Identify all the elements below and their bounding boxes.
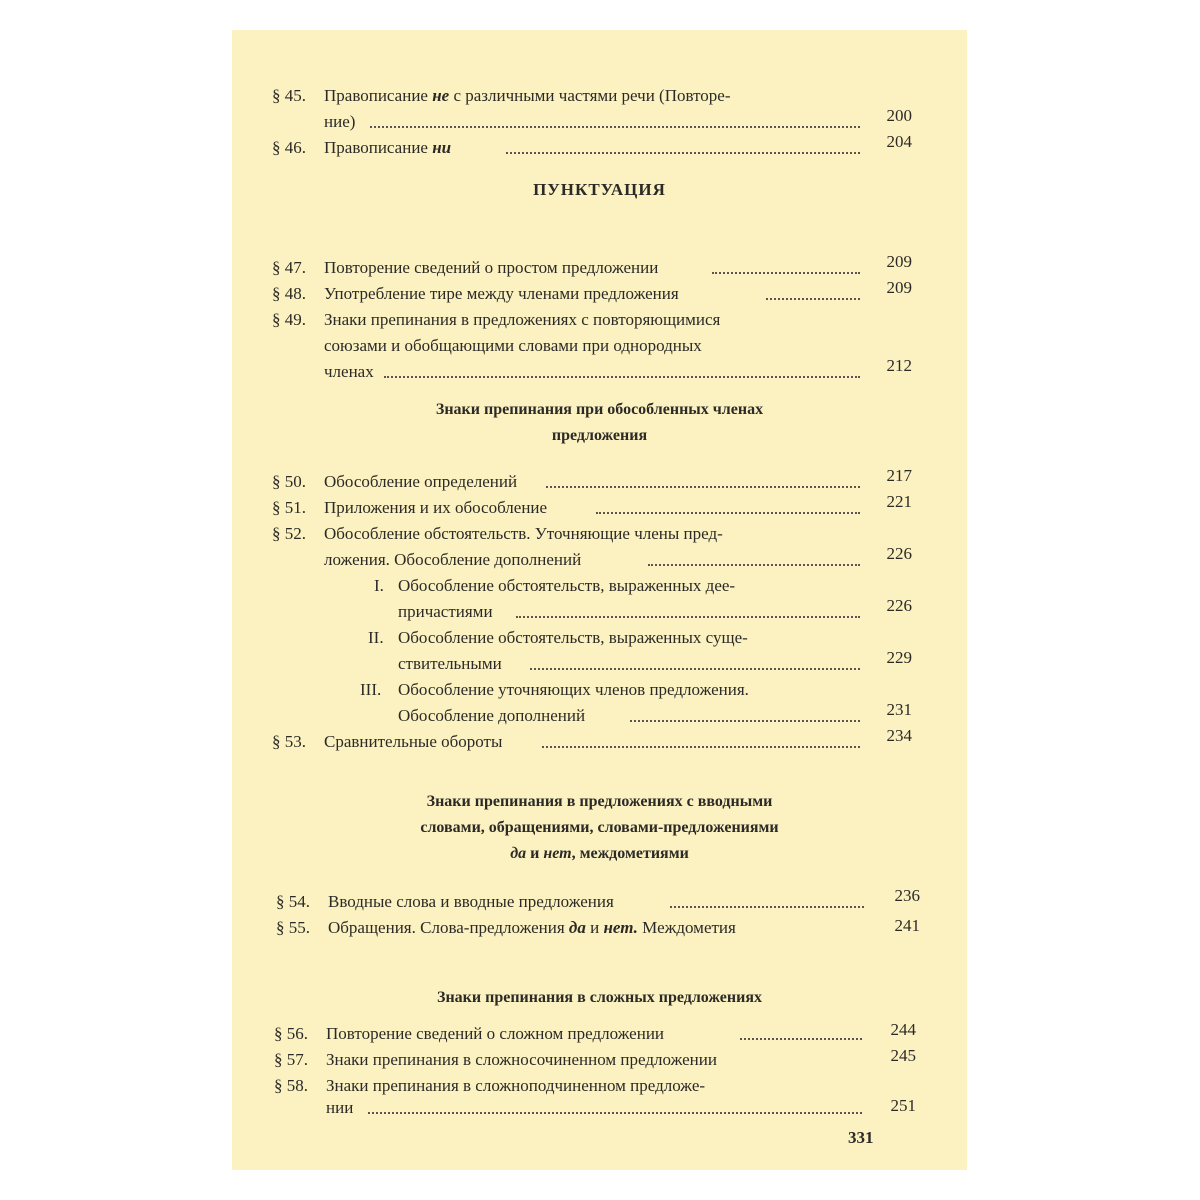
page-number: 245 — [890, 1046, 916, 1065]
entry-text: Повторение сведений о простом предложении — [324, 258, 659, 277]
page-folio: 331 — [848, 1128, 874, 1147]
leader-dots — [516, 616, 860, 618]
subsection-number: II. — [368, 628, 384, 647]
leader-dots — [596, 512, 860, 514]
page-number: 221 — [886, 492, 912, 511]
page-number: 200 — [886, 106, 912, 125]
section-number: § 47. — [272, 258, 306, 277]
page-number: 231 — [886, 700, 912, 719]
leader-dots — [506, 152, 860, 154]
leader-dots — [546, 486, 860, 488]
entry-text: Правописание ни — [324, 138, 452, 157]
page-number: 209 — [886, 252, 912, 271]
page-number: 226 — [886, 596, 912, 615]
page-number: 241 — [894, 916, 920, 935]
entry-text: Обособление дополнений — [398, 706, 586, 725]
section-heading-punctuation: ПУНКТУАЦИЯ — [533, 180, 666, 199]
subheading-introductory-words: Знаки препинания в предложениях с вводными — [426, 793, 773, 810]
entry-text: Обращения. Слова-предложения да и нет. Междометия — [328, 918, 736, 937]
page-number: 209 — [886, 278, 912, 297]
section-number: § 50. — [272, 472, 306, 491]
leader-dots — [630, 720, 860, 722]
entry-text: ложения. Обособление дополнений — [324, 550, 582, 569]
section-number: § 54. — [276, 892, 310, 911]
leader-dots — [542, 746, 860, 748]
subheading-isolated-members-2: предложения — [551, 427, 648, 444]
entry-text: Обособление обстоятельств, выраженных дее- — [398, 576, 736, 595]
section-number: § 56. — [274, 1024, 308, 1043]
section-number: § 57. — [274, 1050, 308, 1069]
page-number: 217 — [886, 466, 912, 485]
entry-text: Знаки препинания в предложениях с повторяющимися — [324, 310, 721, 329]
entry-text: Правописание не с различными частями речи (Повторе- — [324, 86, 731, 105]
book-page — [232, 30, 967, 1170]
section-number: § 55. — [276, 918, 310, 937]
subheading-complex-sentences: Знаки препинания в сложных предложениях — [437, 989, 762, 1006]
entry-text: Знаки препинания в сложноподчиненном предложе- — [326, 1076, 706, 1095]
entry-text: Употребление тире между членами предложения — [324, 284, 679, 303]
entry-text: Обособление определений — [324, 472, 518, 491]
subheading-isolated-members: Знаки препинания при обособленных членах — [435, 401, 764, 418]
leader-dots — [766, 298, 860, 300]
entry-text: ние) — [324, 112, 356, 131]
page-number: 226 — [886, 544, 912, 563]
entry-text: Повторение сведений о сложном предложении — [326, 1024, 665, 1043]
section-number: § 58. — [274, 1076, 308, 1095]
entry-text: Сравнительные обороты — [324, 732, 503, 751]
entry-text: Обособление обстоятельств, выраженных суще- — [398, 628, 748, 647]
section-number: § 46. — [272, 138, 306, 157]
entry-text: Вводные слова и вводные предложения — [328, 892, 614, 911]
section-number: § 45. — [272, 86, 306, 105]
leader-dots — [384, 376, 860, 378]
section-number: § 49. — [272, 310, 306, 329]
page-number: 212 — [886, 356, 912, 375]
entry-text: Обособление обстоятельств. Уточняющие члены пред- — [324, 524, 723, 543]
leader-dots — [370, 126, 860, 128]
page-number: 236 — [894, 886, 920, 905]
section-number: § 53. — [272, 732, 306, 751]
subheading-introductory-words-2: словами, обращениями, словами-предложениями — [420, 819, 779, 836]
entry-text: нии — [326, 1098, 354, 1117]
entry-text: Обособление уточняющих членов предложения. — [398, 680, 749, 699]
entry-text: Знаки препинания в сложносочиненном предложении — [326, 1050, 717, 1069]
section-number: § 51. — [272, 498, 306, 517]
page-number: 204 — [886, 132, 912, 151]
section-number: § 52. — [272, 524, 306, 543]
entry-text: Приложения и их обособление — [324, 498, 548, 517]
leader-dots — [648, 564, 860, 566]
page-number: 251 — [890, 1096, 916, 1115]
subsection-number: III. — [360, 680, 382, 699]
page-number: 244 — [890, 1020, 916, 1039]
section-number: § 48. — [272, 284, 306, 303]
leader-dots — [670, 906, 864, 908]
page-number: 229 — [886, 648, 912, 667]
leader-dots — [712, 272, 860, 274]
subheading-introductory-words-3: да и нет, междометиями — [510, 845, 689, 862]
entry-text: причастиями — [398, 602, 493, 621]
entry-text: союзами и обобщающими словами при однородных — [324, 336, 702, 355]
subsection-number: I. — [374, 576, 384, 595]
entry-text: ствительными — [398, 654, 502, 673]
leader-dots — [368, 1112, 862, 1114]
leader-dots — [740, 1038, 862, 1040]
entry-text: членах — [324, 362, 374, 381]
leader-dots — [530, 668, 860, 670]
page-number: 234 — [886, 726, 912, 745]
